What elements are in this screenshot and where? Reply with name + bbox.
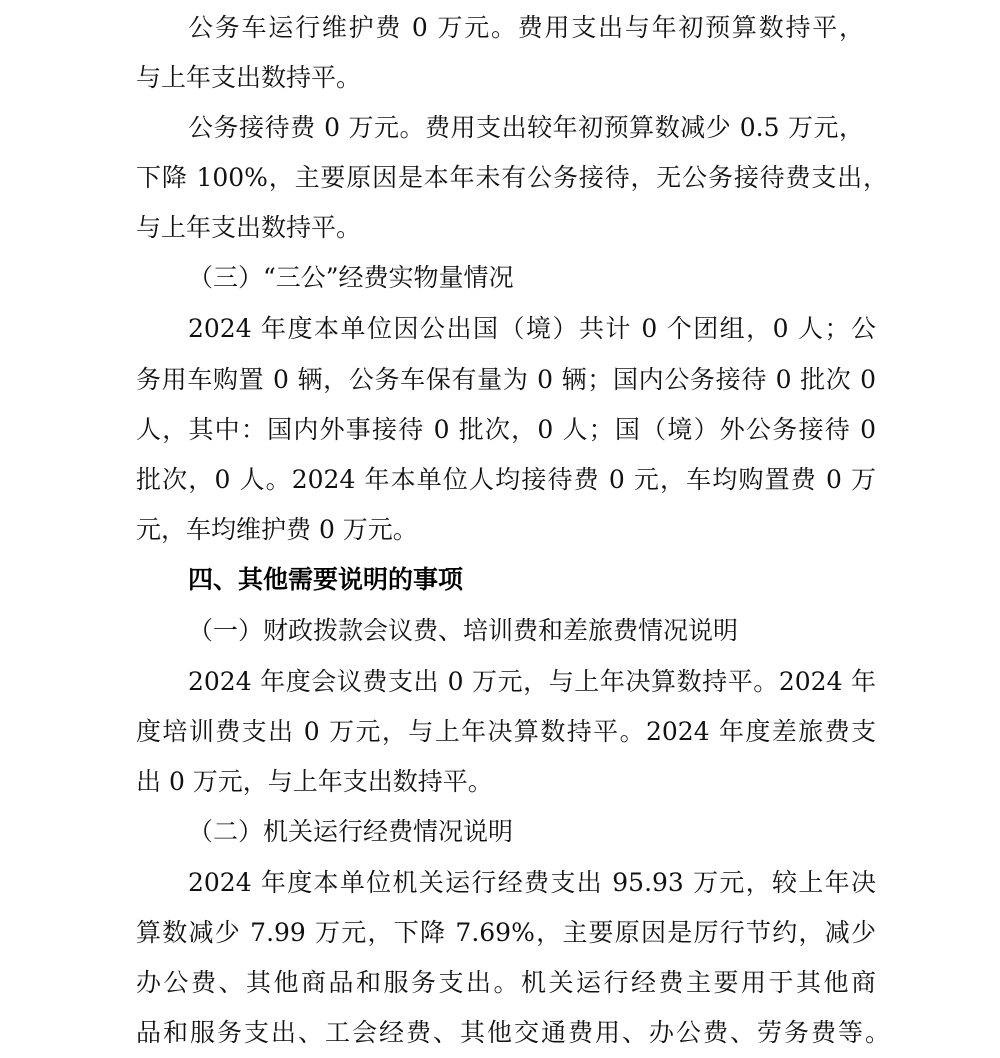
section-heading: （一）财政拨款会议费、培训费和差旅费情况说明 — [188, 616, 739, 645]
paragraph-line: 2024 年度本单位机关运行经费支出 95.93 万元，较上年决 — [188, 868, 876, 897]
paragraph-line: 2024 年度会议费支出 0 万元，与上年决算数持平。2024 年 — [188, 667, 876, 696]
section-heading: 四、其他需要说明的事项 — [188, 565, 464, 594]
paragraph-line: 公务接待费 0 万元。费用支出较年初预算数减少 0.5 万元， — [188, 113, 864, 142]
paragraph-line: 元，车均维护费 0 万元。 — [136, 515, 418, 544]
section-heading: （二）机关运行经费情况说明 — [188, 817, 514, 846]
paragraph-line: 2024 年度本单位因公出国（境）共计 0 个团组，0 人；公 — [188, 314, 876, 343]
paragraph-line: 办公费、其他商品和服务支出。机关运行经费主要用于其他商 — [136, 968, 876, 997]
paragraph-line: 度培训费支出 0 万元，与上年决算数持平。2024 年度差旅费支 — [136, 717, 876, 746]
paragraph-line: 算数减少 7.99 万元，下降 7.69%，主要原因是厉行节约，减少 — [136, 918, 876, 947]
paragraph-line: 公务车运行维护费 0 万元。费用支出与年初预算数持平， — [188, 13, 864, 42]
paragraph-line: 与上年支出数持平。 — [136, 63, 362, 92]
paragraph-line: 务用车购置 0 辆，公务车保有量为 0 辆；国内公务接待 0 批次 0 — [136, 365, 876, 394]
paragraph-line: 与上年支出数持平。 — [136, 213, 362, 242]
paragraph-line: 出 0 万元，与上年支出数持平。 — [136, 767, 493, 796]
paragraph-line: 品和服务支出、工会经费、其他交通费用、办公费、劳务费等。 — [136, 1018, 890, 1047]
paragraph-line: 人，其中：国内外事接待 0 批次，0 人；国（境）外公务接待 0 — [136, 415, 876, 444]
paragraph-line: 批次，0 人。2024 年本单位人均接待费 0 元，车均购置费 0 万 — [136, 465, 876, 494]
section-heading: （三）“三公”经费实物量情况 — [188, 263, 514, 292]
paragraph-line: 下降 100%，主要原因是本年未有公务接待，无公务接待费支出， — [136, 163, 888, 192]
